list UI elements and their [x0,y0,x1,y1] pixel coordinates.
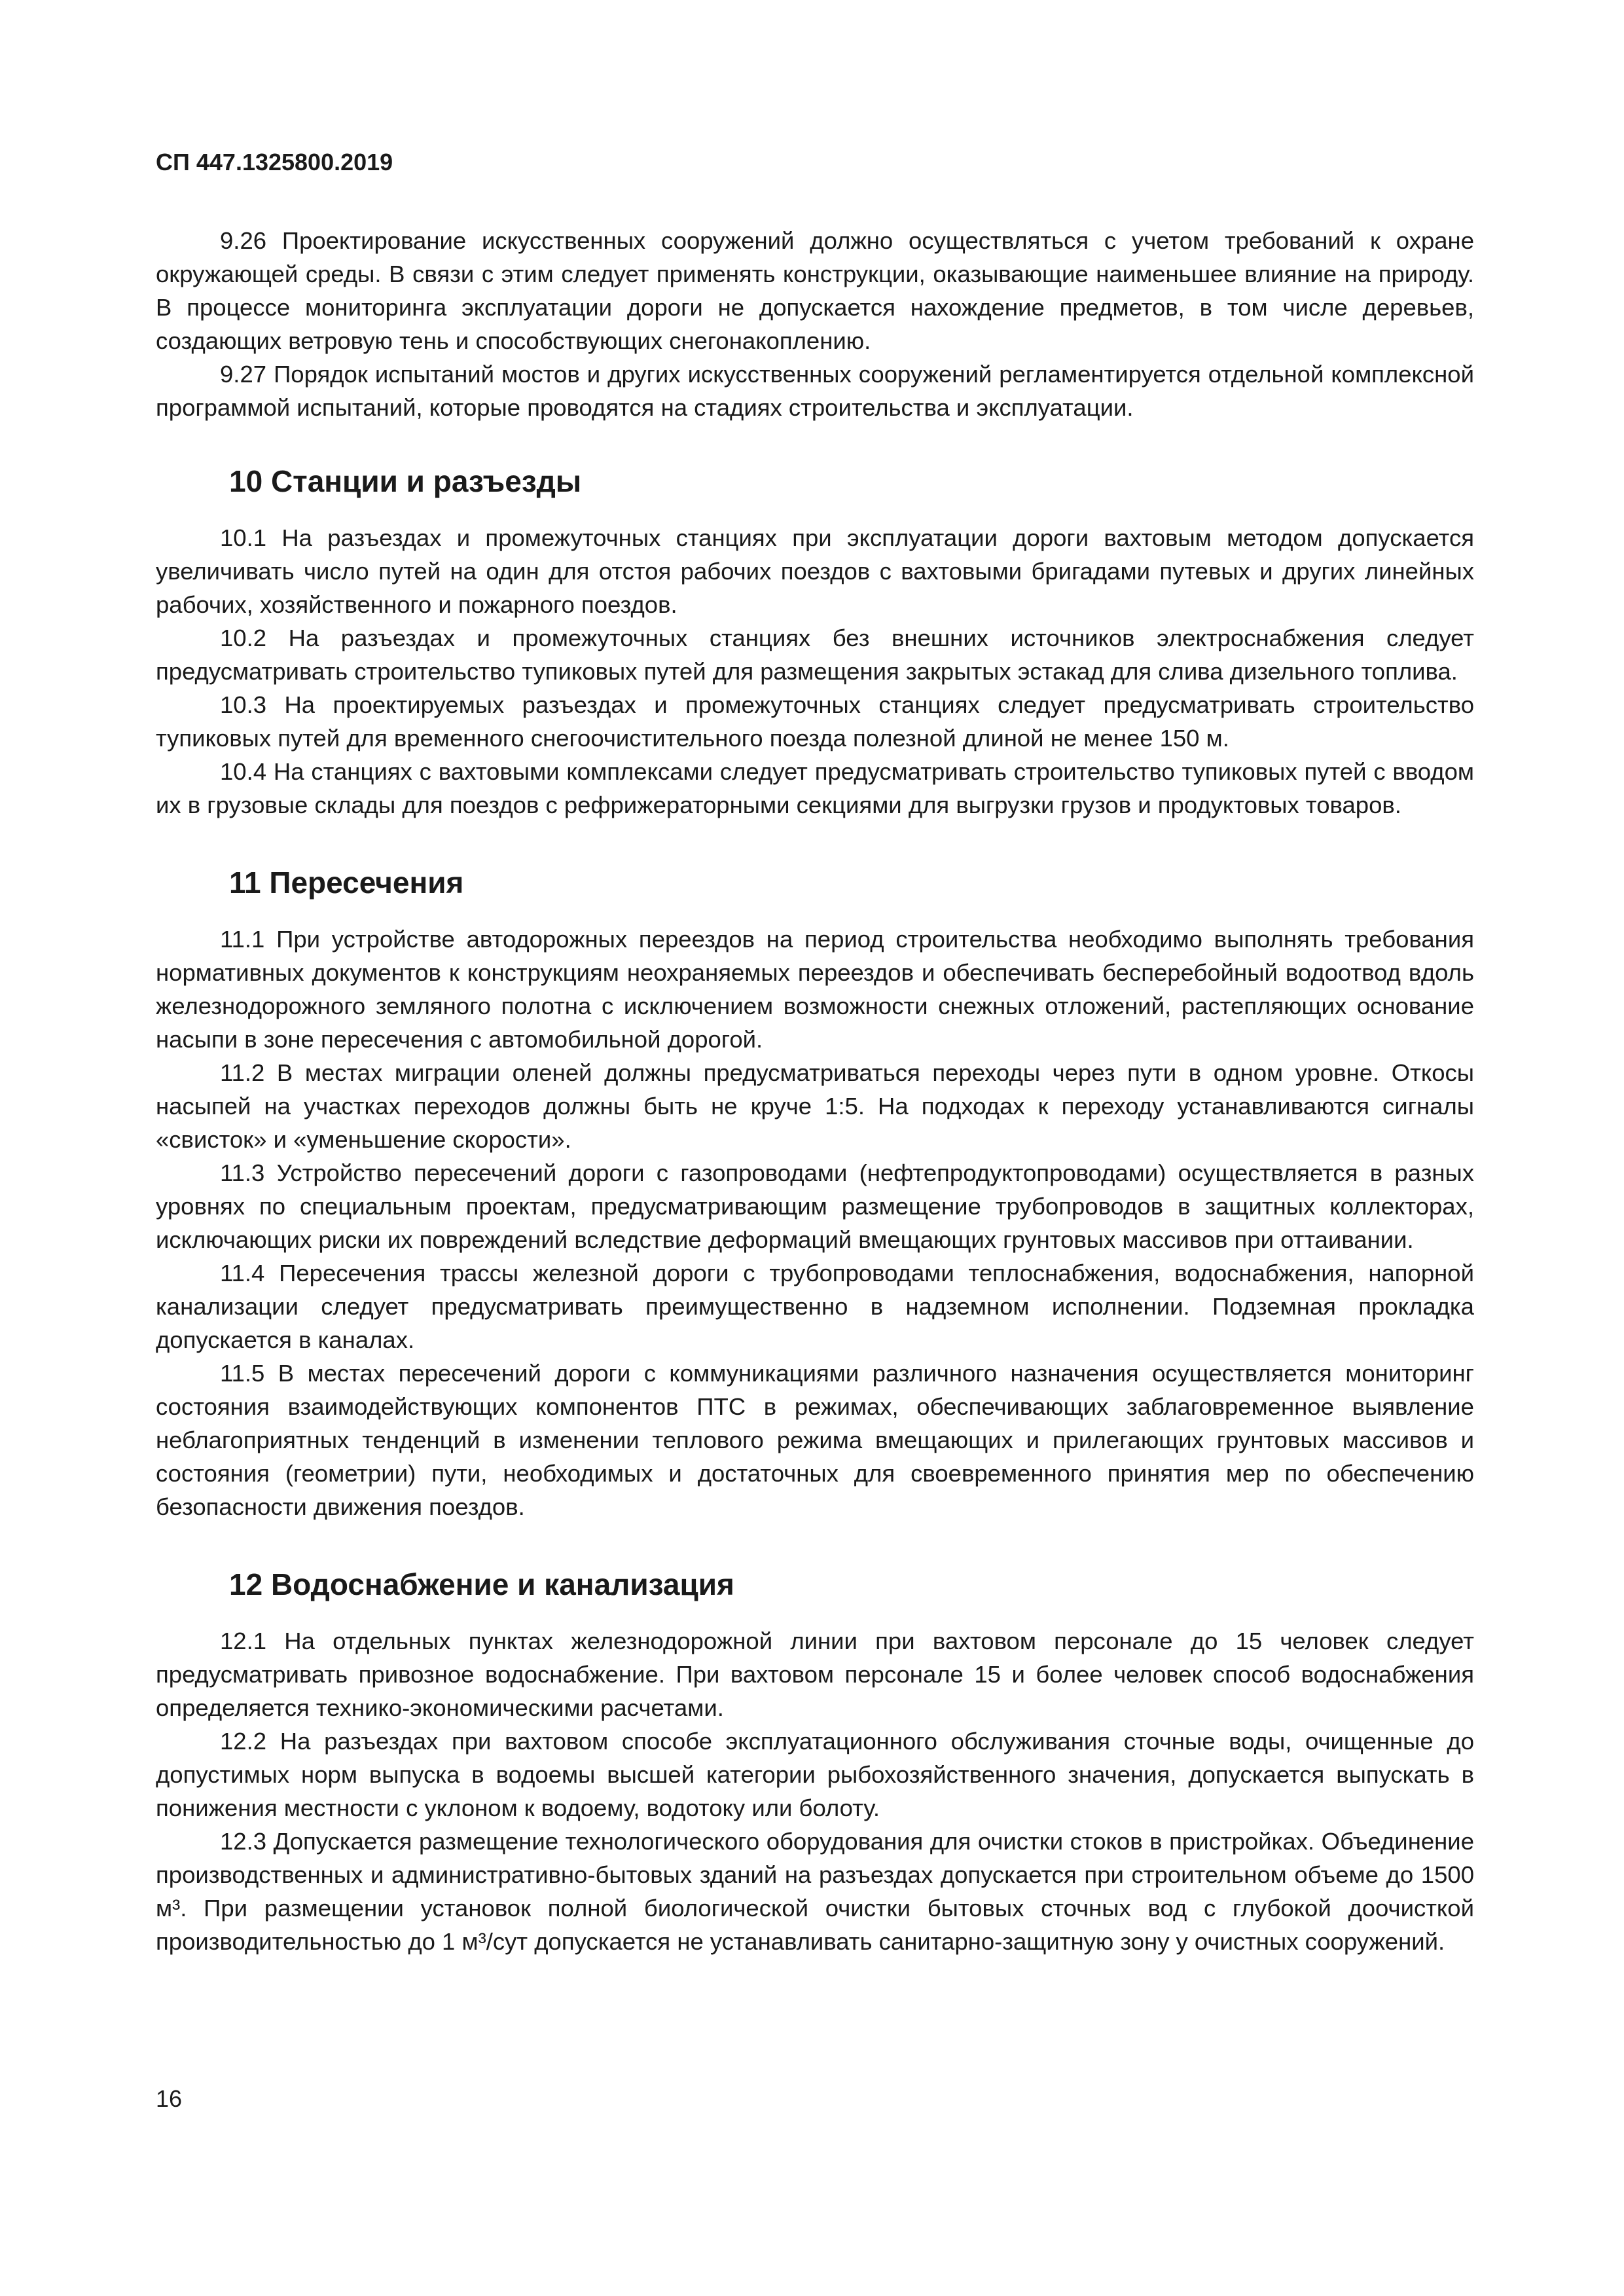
paragraph-10-3: 10.3 На проектируемых разъездах и промежуточных станциях следует предусматривать строительство тупиковых путей для временного снегоочистительного поезда полезной длиной не менее 150 м. [156,691,1474,752]
paragraph-9-27: 9.27 Порядок испытаний мостов и других искусственных сооружений регламентируется отдельной комплексной программой испытаний, которые проводятся на стадиях строительства и эксплуатации. [156,361,1474,421]
section-heading-12: 12 Водоснабжение и канализация [229,1567,734,1601]
paragraph-12-2: 12.2 На разъездах при вахтовом способе эксплуатационного обслуживания сточные воды, очищенные до допустимых норм выпуска в водоемы высшей категории рыбохозяйственного значения, допускается выпускать в понижения местности с уклоном к водоему, водотоку или болоту. [156,1728,1474,1821]
document-page [156,0,1474,2296]
section-heading-10: 10 Станции и разъезды [229,464,582,498]
paragraph-12-1: 12.1 На отдельных пунктах железнодорожной линии при вахтовом персонале до 15 человек следует предусматривать привозное водоснабжение. При вахтовом персонале 15 и более человек способ водоснабжения определяется технико-экономическими расчетами. [156,1628,1474,1721]
page-number: 16 [156,2085,183,2112]
paragraph-9-26: 9.26 Проектирование искусственных сооружений должно осуществляться с учетом требований к охране окружающей среды. В связи с этим следует применять конструкции, оказывающие наименьшее влияние на природу. В процессе мониторинга эксплуатации дороги не допускается нахождение предметов, в том числе деревьев, создающих ветровую тень и способствующих снегонакоплению. [156,227,1474,354]
paragraph-12-3: 12.3 Допускается размещение технологического оборудования для очистки стоков в пристройках. Объединение производственных и административно-бытовых зданий на разъездах допускается при строительном объеме до 1500 м³. При размещении установок полной биологической очистки бытовых сточных вод с глубокой доочисткой производительностью до 1 м³/сут допускается не устанавливать санитарно-защитную зону у очистных сооружений. [156,1828,1474,1955]
paragraph-11-4: 11.4 Пересечения трассы железной дороги с трубопроводами теплоснабжения, водоснабжения, напорной канализации следует предусматривать преимущественно в надземном исполнении. Подземная прокладка допускается в каналах. [156,1260,1474,1353]
paragraph-11-1: 11.1 При устройстве автодорожных переездов на период строительства необходимо выполнять требования нормативных документов к конструкциям неохраняемых переездов и обеспечивать бесперебойный водоотвод вдоль железнодорожного земляного полотна с исключением возможности снежных отложений, растепляющих основание насыпи в зоне пересечения с автомобильной дорогой. [156,926,1474,1053]
section-heading-11: 11 Пересечения [229,866,464,900]
paragraph-11-2: 11.2 В местах миграции оленей должны предусматриваться переходы через пути в одном уровне. Откосы насыпей на участках переходов должны быть не круче 1:5. На подходах к переходу устанавливаются сигналы «свисток» и «уменьшение скорости». [156,1059,1474,1153]
paragraph-11-3: 11.3 Устройство пересечений дороги с газопроводами (нефтепродуктопроводами) осуществляется в разных уровнях по специальным проектам, предусматривающим размещение трубопроводов в защитных коллекторах, исключающих риски их повреждений вследствие деформаций вмещающих грунтовых массивов при оттаивании. [156,1159,1474,1253]
paragraph-11-5: 11.5 В местах пересечений дороги с коммуникациями различного назначения осуществляется мониторинг состояния взаимодействующих компонентов ПТС в режимах, обеспечивающих заблаговременное выявление неблагоприятных тенденций в изменении теплового режима вмещающих и прилегающих грунтовых массивов и состояния (геометрии) пути, необходимых и достаточных для своевременного принятия мер по обеспечению безопасности движения поездов. [156,1360,1474,1520]
paragraph-10-1: 10.1 На разъездах и промежуточных станциях при эксплуатации дороги вахтовым методом допускается увеличивать число путей на один для отстоя рабочих поездов с вахтовыми бригадами путевых и других линейных рабочих, хозяйственного и пожарного поездов. [156,524,1474,618]
paragraph-10-4: 10.4 На станциях с вахтовыми комплексами следует предусматривать строительство тупиковых путей с вводом их в грузовые склады для поездов с рефрижераторными секциями для выгрузки грузов и продуктовых товаров. [156,758,1474,818]
paragraph-10-2: 10.2 На разъездах и промежуточных станциях без внешних источников электроснабжения следует предусматривать строительство тупиковых путей для размещения закрытых эстакад для слива дизельного топлива. [156,625,1474,685]
document-code: СП 447.1325800.2019 [156,149,393,175]
document-body [156,224,1474,1958]
